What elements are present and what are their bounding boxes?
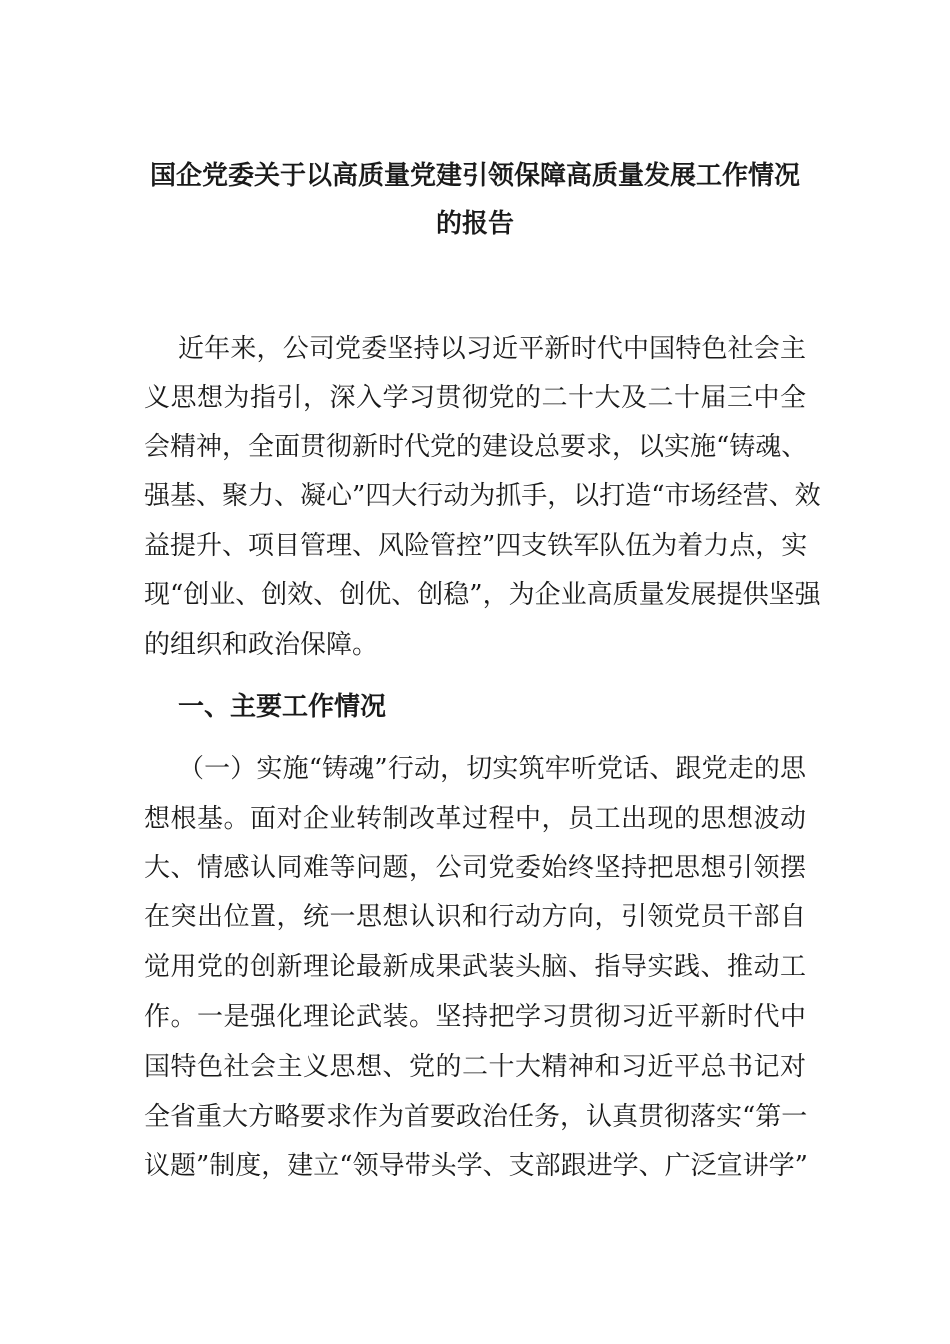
intro-paragraph-line: 会精神，全面贯彻新时代党的建设总要求，以实施“铸魂、 — [144, 432, 808, 462]
section-paragraph-line: 作。一是强化理论武装。坚持把学习贯彻习近平新时代中 — [144, 1002, 806, 1032]
section-paragraph-line: 议题”制度，建立“领导带头学、支部跟进学、广泛宣讲学” — [144, 1151, 808, 1181]
intro-paragraph-line: 强基、聚力、凝心”四大行动为抓手，以打造“市场经营、效 — [144, 481, 821, 511]
section-paragraph-line: 大、情感认同难等问题，公司党委始终坚持把思想引领摆 — [144, 853, 806, 883]
section-paragraph-line: 想根基。面对企业转制改革过程中，员工出现的思想波动 — [144, 804, 806, 834]
section-paragraph-line: 在突出位置，统一思想认识和行动方向，引领党员干部自 — [144, 902, 806, 932]
intro-paragraph-line: 义思想为指引，深入学习贯彻党的二十大及二十届三中全 — [144, 383, 806, 413]
section-paragraph-line: （一）实施“铸魂”行动，切实筑牢听党话、跟党走的思 — [178, 754, 806, 784]
intro-paragraph-line: 近年来，公司党委坚持以习近平新时代中国特色社会主 — [178, 334, 806, 364]
intro-paragraph-line: 现“创业、创效、创优、创稳”，为企业高质量发展提供坚强 — [144, 580, 821, 610]
section-heading: 一、主要工作情况 — [178, 692, 387, 722]
section-paragraph-line: 国特色社会主义思想、党的二十大精神和习近平总书记对 — [144, 1052, 806, 1082]
document-title-line-2: 的报告 — [435, 209, 514, 239]
intro-paragraph-line: 的组织和政治保障。 — [144, 630, 379, 660]
section-paragraph-line: 全省重大方略要求作为首要政治任务，认真贯彻落实“第一 — [144, 1102, 808, 1132]
intro-paragraph-line: 益提升、项目管理、风险管控”四支铁军队伍为着力点，实 — [144, 531, 808, 561]
document-title-line-1: 国企党委关于以高质量党建引领保障高质量发展工作情况 — [149, 161, 800, 191]
section-paragraph-line: 觉用党的创新理论最新成果武装头脑、指导实践、推动工 — [144, 952, 806, 982]
